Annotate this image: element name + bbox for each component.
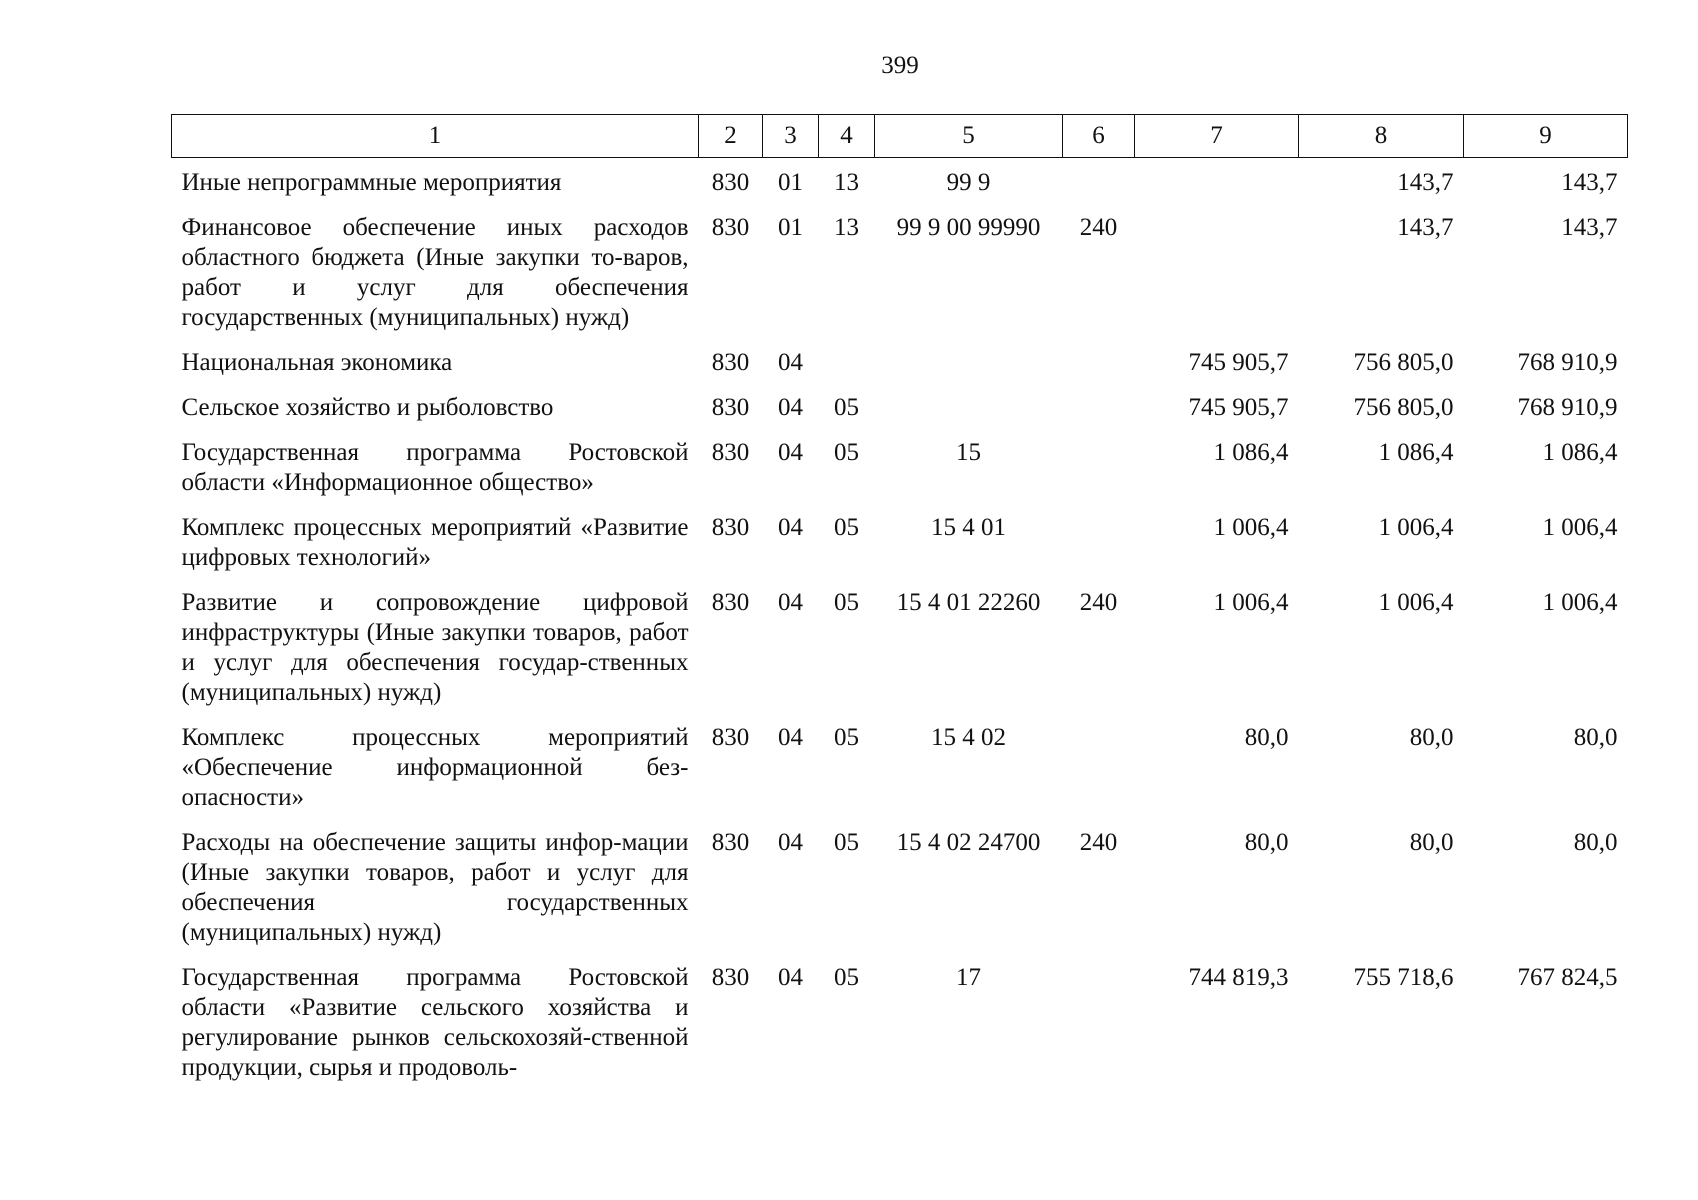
expense-type-cell (1063, 503, 1135, 578)
amount-col8-cell: 1 006,4 (1378, 514, 1454, 541)
amount-col9-cell: 1 006,4 (1542, 589, 1618, 616)
subsection-cell: 05 (834, 514, 859, 541)
row-name-cell: Государственная программа Ростовской области «Развитие сельского хозяйства и регулирование рынков сельскохозяй-ственной продукции, сырья и продоволь- (181, 964, 689, 1081)
section-cell: 01 (778, 214, 803, 241)
row-name-cell: Комплекс процессных мероприятий «Развитие цифровых технологий» (181, 514, 689, 571)
target-article-cell: 15 4 01 22260 (896, 589, 1041, 616)
header-col-2: 2 (699, 115, 763, 158)
code-admin-cell: 830 (711, 724, 750, 751)
table-row (172, 203, 1628, 338)
amount-col9-cell: 1 006,4 (1542, 514, 1618, 541)
section-cell: 04 (778, 589, 803, 616)
section-cell: 04 (778, 439, 803, 466)
table-row (172, 383, 1628, 428)
table-body (172, 158, 1628, 1084)
amount-col9-cell: 767 824,5 (1517, 964, 1618, 991)
expense-type-cell (1063, 158, 1135, 204)
expense-type-cell (1063, 428, 1135, 503)
target-article-cell: 15 4 01 (931, 514, 1006, 541)
table-row (172, 158, 1628, 204)
amount-col9-cell: 80,0 (1573, 724, 1618, 751)
amount-col8-cell: 1 006,4 (1378, 589, 1454, 616)
amount-col7-cell: 80,0 (1244, 829, 1289, 856)
amount-col7-cell (1135, 158, 1299, 204)
target-article-cell: 15 4 02 (931, 724, 1006, 751)
code-admin-cell: 830 (711, 589, 750, 616)
target-article-cell: 15 (956, 439, 981, 466)
section-cell: 04 (778, 829, 803, 856)
row-name-cell: Комплекс процессных мероприятий «Обеспечение информационной без-опасности» (181, 724, 689, 811)
section-cell: 01 (778, 169, 803, 196)
amount-col9-cell: 768 910,9 (1517, 394, 1618, 421)
subsection-cell: 05 (834, 724, 859, 751)
row-name-cell: Сельское хозяйство и рыболовство (181, 394, 554, 421)
header-col-9: 9 (1464, 115, 1628, 158)
section-cell: 04 (778, 964, 803, 991)
amount-col7-cell: 80,0 (1244, 724, 1289, 751)
subsection-cell: 05 (834, 439, 859, 466)
header-row (172, 115, 1628, 158)
header-col-4: 4 (819, 115, 875, 158)
subsection-cell: 05 (834, 829, 859, 856)
section-cell: 04 (778, 394, 803, 421)
target-article-cell: 15 4 02 24700 (896, 829, 1041, 856)
target-article-cell (875, 383, 1063, 428)
code-admin-cell: 830 (711, 394, 750, 421)
section-cell: 04 (778, 514, 803, 541)
table-row (172, 818, 1628, 953)
amount-col8-cell: 1 086,4 (1378, 439, 1454, 466)
amount-col8-cell: 756 805,0 (1353, 394, 1454, 421)
amount-col7-cell: 745 905,7 (1188, 349, 1289, 376)
table-row (172, 713, 1628, 818)
target-article-cell: 99 9 00 99990 (896, 214, 1041, 241)
expense-type-cell (1063, 338, 1135, 383)
code-admin-cell: 830 (711, 349, 750, 376)
amount-col9-cell: 1 086,4 (1542, 439, 1618, 466)
code-admin-cell: 830 (711, 169, 750, 196)
code-admin-cell: 830 (711, 964, 750, 991)
amount-col8-cell: 755 718,6 (1353, 964, 1454, 991)
amount-col9-cell: 80,0 (1573, 829, 1618, 856)
amount-col8-cell: 143,7 (1397, 169, 1454, 196)
expense-type-cell (1063, 713, 1135, 818)
target-article-cell: 99 9 (946, 169, 991, 196)
section-cell: 04 (778, 724, 803, 751)
expense-type-cell: 240 (1079, 829, 1118, 856)
subsection-cell: 05 (834, 394, 859, 421)
expense-type-cell (1063, 953, 1135, 1083)
row-name-cell: Иные непрограммные мероприятия (181, 169, 562, 196)
amount-col7-cell: 744 819,3 (1188, 964, 1289, 991)
amount-col9-cell: 143,7 (1561, 169, 1618, 196)
section-cell: 04 (778, 349, 803, 376)
expense-type-cell: 240 (1079, 589, 1118, 616)
header-col-7: 7 (1135, 115, 1299, 158)
amount-col9-cell: 768 910,9 (1517, 349, 1618, 376)
row-name-cell: Государственная программа Ростовской области «Информационное общество» (181, 439, 689, 496)
table-row (172, 578, 1628, 713)
table-row (172, 503, 1628, 578)
subsection-cell: 13 (834, 214, 859, 241)
amount-col9-cell: 143,7 (1561, 214, 1618, 241)
target-article-cell: 17 (956, 964, 981, 991)
table-row (172, 953, 1628, 1083)
header-col-3: 3 (763, 115, 819, 158)
code-admin-cell: 830 (711, 514, 750, 541)
subsection-cell: 05 (834, 964, 859, 991)
budget-table (171, 114, 1628, 1083)
header-col-6: 6 (1063, 115, 1135, 158)
amount-col7-cell: 1 006,4 (1213, 514, 1289, 541)
amount-col8-cell: 756 805,0 (1353, 349, 1454, 376)
target-article-cell (875, 338, 1063, 383)
amount-col8-cell: 143,7 (1397, 214, 1454, 241)
expense-type-cell (1063, 383, 1135, 428)
row-name-cell: Развитие и сопровождение цифровой инфраструктуры (Иные закупки товаров, работ и услуг для обеспечения государ-ственных (муниципальных) нужд) (181, 589, 689, 706)
header-col-5: 5 (875, 115, 1063, 158)
amount-col7-cell: 1 086,4 (1213, 439, 1289, 466)
table-row (172, 338, 1628, 383)
table-header (172, 115, 1628, 158)
amount-col8-cell: 80,0 (1409, 829, 1454, 856)
header-col-8: 8 (1299, 115, 1464, 158)
amount-col8-cell: 80,0 (1409, 724, 1454, 751)
amount-col7-cell: 1 006,4 (1213, 589, 1289, 616)
code-admin-cell: 830 (711, 829, 750, 856)
subsection-cell: 13 (834, 169, 859, 196)
subsection-cell (819, 338, 875, 383)
expense-type-cell: 240 (1079, 214, 1118, 241)
code-admin-cell: 830 (711, 439, 750, 466)
amount-col7-cell (1135, 203, 1299, 338)
row-name-cell: Финансовое обеспечение иных расходов областного бюджета (Иные закупки то-варов, работ и услуг для обеспечения государственных (муниципальных) нужд) (181, 214, 689, 331)
code-admin-cell: 830 (711, 214, 750, 241)
header-col-1: 1 (172, 115, 699, 158)
subsection-cell: 05 (834, 589, 859, 616)
row-name-cell: Национальная экономика (181, 349, 453, 376)
page-number: 399 (881, 52, 919, 79)
row-name-cell: Расходы на обеспечение защиты инфор-мации (Иные закупки товаров, работ и услуг для обеспечения государственных (муниципальных) нужд) (181, 829, 689, 946)
table-row (172, 428, 1628, 503)
amount-col7-cell: 745 905,7 (1188, 394, 1289, 421)
